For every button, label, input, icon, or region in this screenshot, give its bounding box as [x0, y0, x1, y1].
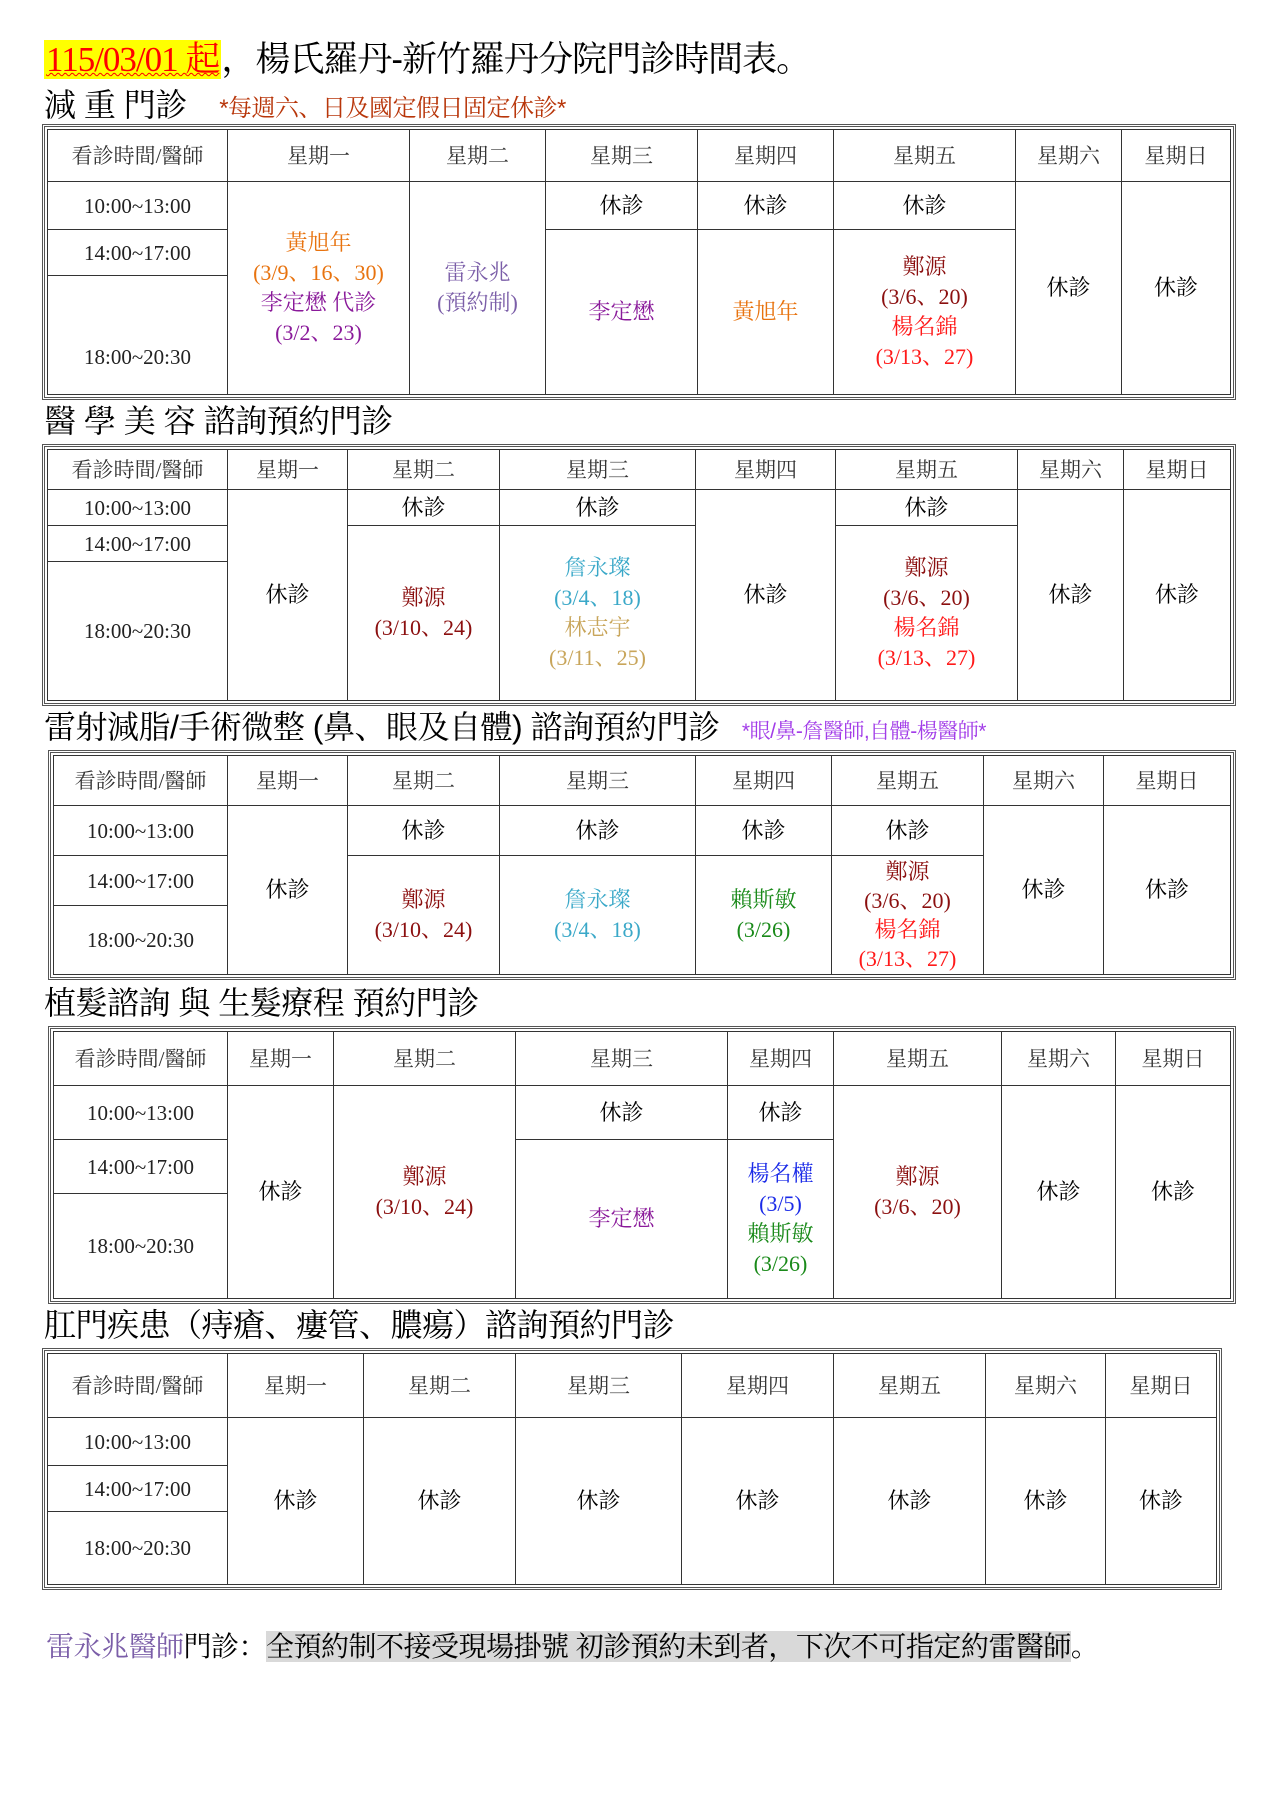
- day-header-wed: 星期三: [516, 1354, 682, 1418]
- cell-wed-closed: 休診: [516, 1086, 728, 1140]
- day-header-fri: 星期五: [834, 1354, 986, 1418]
- time-slot-evening: 18:00~20:30: [54, 1194, 228, 1299]
- cell-thu-closed: 休診: [696, 490, 836, 701]
- corner-header: 看診時間/醫師: [48, 450, 228, 490]
- cell-sun-closed: 休診: [1124, 490, 1231, 701]
- doctor-name: 賴斯敏: [747, 1221, 814, 1246]
- doctor-name: 林志宇: [564, 615, 631, 640]
- doctor-dates: (3/4、18): [554, 917, 641, 942]
- day-header-thu: 星期四: [696, 450, 836, 490]
- cell-sat-closed: 休診: [1016, 182, 1122, 395]
- day-header-fri: 星期五: [836, 450, 1018, 490]
- time-slot-evening: 18:00~20:30: [48, 276, 228, 395]
- day-header-wed: 星期三: [546, 130, 698, 182]
- time-slot-morning: 10:00~13:00: [54, 806, 228, 856]
- section-title-laser-surgery: [44, 708, 986, 751]
- day-header-sat: 星期六: [1018, 450, 1124, 490]
- time-slot-afternoon: 14:00~17:00: [48, 526, 228, 562]
- schedule-table-hair: [48, 1026, 1236, 1304]
- time-slot-morning: 10:00~13:00: [48, 1418, 228, 1466]
- time-slot-morning: 10:00~13:00: [54, 1086, 228, 1140]
- doctor-name: 鄭源: [885, 859, 930, 884]
- doctor-name: 楊名錦: [891, 314, 958, 339]
- cell-sat-closed: 休診: [986, 1418, 1106, 1585]
- cell-tue-pm: [348, 856, 500, 975]
- doctor-dates: (3/6、20): [874, 1194, 961, 1219]
- corner-header: 看診時間/醫師: [48, 1354, 228, 1418]
- schedule-table-weight-loss: [42, 124, 1236, 400]
- doctor-dates: (3/10、24): [375, 1194, 474, 1219]
- schedule-grid: [47, 449, 1231, 701]
- cell-fri-pm: [836, 526, 1018, 701]
- doctor-name: 楊名錦: [893, 615, 960, 640]
- doctor-dates: (3/6、20): [881, 284, 968, 309]
- day-header-thu: 星期四: [698, 130, 834, 182]
- day-header-sun: 星期日: [1106, 1354, 1217, 1418]
- cell-tue-closed: 休診: [348, 806, 500, 856]
- cell-wed-closed: 休診: [500, 806, 696, 856]
- cell-thu-closed: 休診: [698, 182, 834, 230]
- section-title-aesthetics: [44, 402, 393, 440]
- cell-wed-closed: 休診: [546, 182, 698, 230]
- doctor-name: 黃旭年: [732, 299, 799, 324]
- doctor-dates: (3/13、27): [877, 645, 976, 670]
- cell-sat-closed: 休診: [1018, 490, 1124, 701]
- day-header-sun: 星期日: [1104, 756, 1231, 806]
- doctor-dates: (3/5): [759, 1191, 802, 1216]
- doctor-dates: (3/13、27): [875, 344, 974, 369]
- time-slot-evening: 18:00~20:30: [54, 906, 228, 975]
- cell-sun-closed: 休診: [1116, 1086, 1231, 1299]
- day-header-fri: 星期五: [834, 130, 1016, 182]
- schedule-table-aesthetics: [42, 444, 1236, 706]
- schedule-grid: [53, 755, 1231, 975]
- cell-sun-closed: 休診: [1104, 806, 1231, 975]
- day-header-sat: 星期六: [1016, 130, 1122, 182]
- cell-wed-pm: [500, 526, 696, 701]
- time-slot-morning: 10:00~13:00: [48, 490, 228, 526]
- doctor-dates: (3/26): [736, 917, 791, 942]
- doctor-name: 李定懋: [588, 299, 655, 324]
- cell-tue-closed: 休診: [364, 1418, 516, 1585]
- cell-thu-pm: [696, 856, 832, 975]
- doctor-dates: (3/26): [753, 1251, 808, 1276]
- day-header-tue: 星期二: [364, 1354, 516, 1418]
- cell-tue: [334, 1086, 516, 1299]
- corner-header: 看診時間/醫師: [48, 130, 228, 182]
- day-header-mon: 星期一: [228, 450, 348, 490]
- doctor-name: 楊名權: [747, 1161, 814, 1186]
- cell-mon-closed: 休診: [228, 806, 348, 975]
- day-header-tue: 星期二: [334, 1032, 516, 1086]
- doctor-dates: (3/11、25): [549, 645, 646, 670]
- day-header-wed: 星期三: [500, 756, 696, 806]
- cell-sat-closed: 休診: [984, 806, 1104, 975]
- doctor-name: 鄭源: [402, 1164, 447, 1189]
- cell-fri-closed: 休診: [834, 1418, 986, 1585]
- cell-fri-closed: 休診: [836, 490, 1018, 526]
- day-header-mon: 星期一: [228, 1032, 334, 1086]
- time-slot-evening: 18:00~20:30: [48, 1512, 228, 1585]
- cell-mon-closed: 休診: [228, 1418, 364, 1585]
- footer-appointment-policy: 全預約制不接受現場掛號 初診預約未到者，下次不可指定約雷醫師: [266, 1631, 1071, 1662]
- time-slot-afternoon: 14:00~17:00: [54, 1140, 228, 1194]
- day-header-thu: 星期四: [696, 756, 832, 806]
- day-header-tue: 星期二: [410, 130, 546, 182]
- doctor-name: 楊名錦: [874, 917, 941, 942]
- cell-fri-closed: 休診: [832, 806, 984, 856]
- day-header-sun: 星期日: [1122, 130, 1231, 182]
- section-title-text: 肛門疾患（痔瘡、瘻管、膿瘍）諮詢預約門診: [44, 1307, 675, 1343]
- day-header-sun: 星期日: [1116, 1032, 1231, 1086]
- cell-thu-closed: 休診: [728, 1086, 834, 1140]
- doctor-dates: (3/9、16、30): [253, 260, 384, 285]
- doctor-name: 鄭源: [904, 555, 949, 580]
- day-header-mon: 星期一: [228, 756, 348, 806]
- footer-period: 。: [1070, 1631, 1099, 1662]
- section-title-weight-loss: [44, 86, 566, 128]
- schedule-grid: [47, 129, 1231, 395]
- footer-notice: [46, 1628, 1098, 1666]
- cell-fri: [834, 1086, 1002, 1299]
- cell-sun-closed: 休診: [1106, 1418, 1217, 1585]
- section-title-text: 減 重 門診: [44, 87, 187, 123]
- day-header-wed: 星期三: [500, 450, 696, 490]
- doctor-dates: (3/10、24): [374, 917, 473, 942]
- doctor-name: 鄭源: [895, 1164, 940, 1189]
- doctor-dates: (3/13、27): [858, 946, 957, 971]
- doctor-name: 雷永兆: [444, 260, 511, 285]
- day-header-mon: 星期一: [228, 1354, 364, 1418]
- corner-header: 看診時間/醫師: [54, 1032, 228, 1086]
- doctor-name: 詹永璨: [564, 555, 631, 580]
- doctor-dates: (3/6、20): [883, 585, 970, 610]
- doctor-dates: (3/4、18): [554, 585, 641, 610]
- schedule-grid: [53, 1031, 1231, 1299]
- day-header-thu: 星期四: [728, 1032, 834, 1086]
- cell-sat-closed: 休診: [1002, 1086, 1116, 1299]
- doctor-name: 鄭源: [401, 887, 446, 912]
- cell-fri-closed: 休診: [834, 182, 1016, 230]
- section-title-hair: [44, 984, 479, 1022]
- doctor-dates: (3/2、23): [275, 320, 362, 345]
- cell-mon-closed: 休診: [228, 1086, 334, 1299]
- cell-wed-pm: [516, 1140, 728, 1299]
- day-header-sat: 星期六: [984, 756, 1104, 806]
- cell-wed-closed: 休診: [516, 1418, 682, 1585]
- doctor-name: 李定懋: [588, 1206, 655, 1231]
- cell-wed-pm: [500, 856, 696, 975]
- doctor-name: 鄭源: [401, 585, 446, 610]
- schedule-table-anorectal: [42, 1348, 1222, 1590]
- day-header-fri: 星期五: [834, 1032, 1002, 1086]
- footer-label: 門診：: [183, 1631, 267, 1662]
- day-header-tue: 星期二: [348, 756, 500, 806]
- cell-fri-pm: [834, 230, 1016, 395]
- schedule-table-laser-surgery: [48, 750, 1236, 980]
- footer-doctor-name: 雷永兆醫師: [46, 1631, 184, 1662]
- time-slot-morning: 10:00~13:00: [48, 182, 228, 230]
- day-header-fri: 星期五: [832, 756, 984, 806]
- day-header-thu: 星期四: [682, 1354, 834, 1418]
- section-note-closed-weekends: *每週六、日及國定假日固定休診*: [219, 95, 566, 122]
- cell-fri-pm: [832, 856, 984, 975]
- cell-wed-pm: [546, 230, 698, 395]
- time-slot-afternoon: 14:00~17:00: [54, 856, 228, 906]
- day-header-sat: 星期六: [1002, 1032, 1116, 1086]
- doctor-name: 李定懋 代診: [260, 290, 377, 315]
- doctor-dates: (3/6、20): [864, 888, 951, 913]
- cell-thu-pm: [698, 230, 834, 395]
- day-header-sat: 星期六: [986, 1354, 1106, 1418]
- day-header-wed: 星期三: [516, 1032, 728, 1086]
- doctor-name: 黃旭年: [285, 230, 352, 255]
- section-title-text: 醫 學 美 容 諮詢預約門診: [44, 403, 393, 439]
- section-title-text: 植髮諮詢 與 生髮療程 預約門診: [44, 985, 479, 1021]
- cell-tue: [410, 182, 546, 395]
- effective-date-badge: 115/03/01 起: [46, 40, 220, 79]
- day-header-tue: 星期二: [348, 450, 500, 490]
- cell-thu-closed: 休診: [682, 1418, 834, 1585]
- day-header-mon: 星期一: [228, 130, 410, 182]
- cell-sun-closed: 休診: [1122, 182, 1231, 395]
- page-title-text: ，楊氏羅丹-新竹羅丹分院門診時間表。: [221, 40, 811, 79]
- cell-tue-closed: 休診: [348, 490, 500, 526]
- cell-thu-pm: [728, 1140, 834, 1299]
- section-note-doctors: *眼/鼻-詹醫師,自體-楊醫師*: [741, 720, 986, 743]
- cell-mon-closed: 休診: [228, 490, 348, 701]
- doctor-name: 詹永璨: [564, 887, 631, 912]
- appointment-only-note: (預約制): [437, 290, 518, 315]
- doctor-name: 鄭源: [902, 254, 947, 279]
- cell-wed-closed: 休診: [500, 490, 696, 526]
- time-slot-afternoon: 14:00~17:00: [48, 230, 228, 276]
- time-slot-evening: 18:00~20:30: [48, 562, 228, 701]
- section-title-text: 雷射減脂/手術微整 (鼻、眼及自體) 諮詢預約門診: [44, 709, 720, 745]
- doctor-name: 賴斯敏: [730, 887, 797, 912]
- schedule-grid: [47, 1353, 1217, 1585]
- section-title-anorectal: [44, 1306, 674, 1344]
- day-header-sun: 星期日: [1124, 450, 1231, 490]
- doctor-dates: (3/10、24): [374, 615, 473, 640]
- page-title: [44, 38, 810, 82]
- cell-mon: [228, 182, 410, 395]
- cell-thu-closed: 休診: [696, 806, 832, 856]
- time-slot-afternoon: 14:00~17:00: [48, 1466, 228, 1512]
- corner-header: 看診時間/醫師: [54, 756, 228, 806]
- cell-tue-pm: [348, 526, 500, 701]
